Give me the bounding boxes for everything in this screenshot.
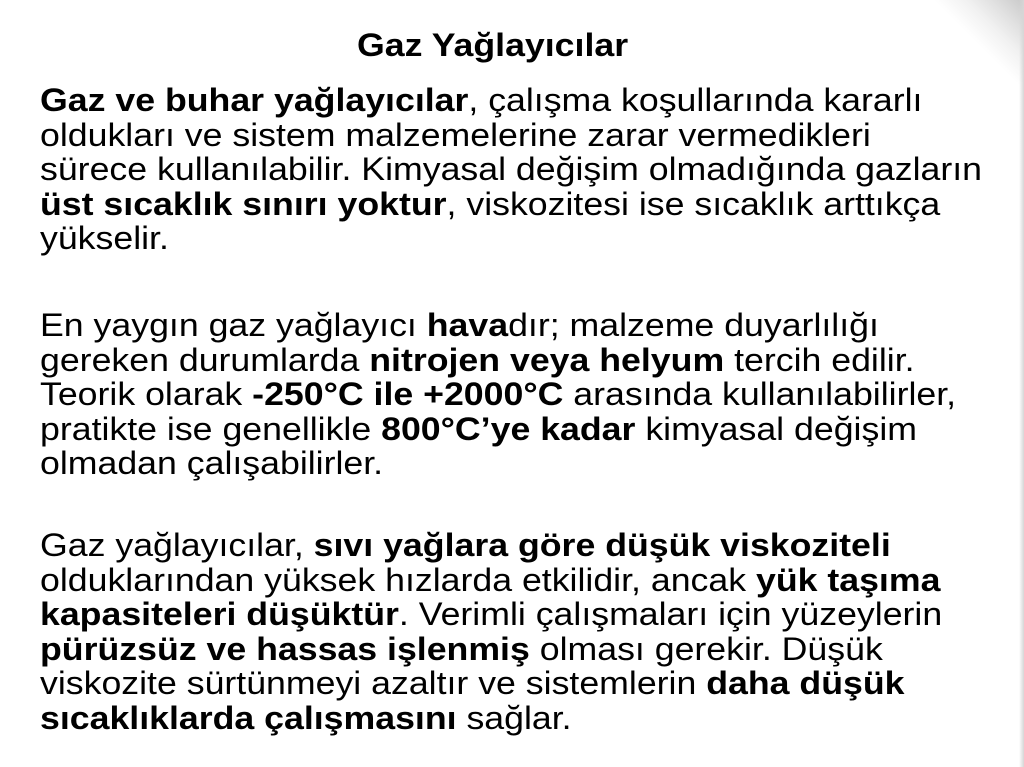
text-segment: olmadan çalışabilirler.: [40, 445, 384, 482]
paragraph-line: [40, 528, 1021, 563]
text-segment: tercih edilir.: [724, 341, 915, 378]
paragraph-line: [40, 152, 1021, 187]
paragraph-line: [40, 187, 1021, 222]
bold-text: kapasiteleri düşüktür: [40, 596, 399, 633]
paragraph-line: [40, 597, 1021, 632]
bold-text: hava: [426, 307, 509, 343]
paragraph-line: [40, 83, 1021, 118]
text-segment: . Verimli çalışmaları için yüzeylerin: [398, 596, 943, 633]
bold-text: nitrojen veya helyum: [369, 341, 725, 378]
paragraph-line: [40, 563, 1021, 598]
text-segment: sağlar.: [456, 699, 572, 736]
text-segment: olması gerekir. Düşük: [529, 630, 883, 667]
text-segment: sürece kullanılabilir. Kimyasal değişim olmadığında gazların: [40, 151, 983, 188]
slide-title: Gaz Yağlayıcılar: [357, 27, 629, 63]
paragraph-line: [40, 446, 1021, 481]
text-segment: , çalışma koşullarında kararlı: [468, 82, 923, 118]
bold-text: yük taşıma: [755, 561, 941, 598]
bold-text: sıvı yağlara göre düşük viskoziteli: [313, 527, 891, 563]
bold-text: -250°C ile +2000°C: [252, 376, 564, 413]
paragraph-line: [40, 118, 1021, 153]
bold-text: 800°C’ye kadar: [381, 410, 636, 447]
text-segment: dır; malzeme duyarlılığı: [508, 307, 879, 343]
text-segment: gereken durumlarda: [40, 341, 370, 378]
bold-text: Gaz ve buhar yağlayıcılar: [40, 82, 469, 118]
text-segment: kimyasal değişim: [635, 410, 917, 447]
text-segment: Gaz yağlayıcılar,: [40, 527, 314, 563]
bold-text: pürüzsüz ve hassas işlenmiş: [40, 630, 530, 667]
bold-text: daha düşük: [706, 665, 905, 702]
paragraph-line: [40, 221, 1021, 256]
text-segment: oldukları ve sistem malzemelerine zarar vermedikleri: [40, 116, 871, 153]
text-segment: arasında kullanılabilirler,: [563, 376, 957, 413]
paragraph-line: [40, 701, 1021, 736]
text-segment: yükselir.: [40, 220, 169, 257]
paragraph-line: [40, 666, 1021, 701]
page-curl-shadow: [934, 0, 1024, 90]
paragraph-3: [40, 528, 1021, 736]
text-segment: Teorik olarak: [40, 376, 253, 413]
paragraph-2: [40, 308, 1021, 481]
text-segment: pratikte ise genellikle: [40, 410, 382, 447]
paragraph-1: [40, 83, 1021, 256]
paragraph-line: [40, 632, 1021, 667]
text-segment: viskozite sürtünmeyi azaltır ve sistemlerin: [40, 665, 707, 702]
paragraph-line: [40, 412, 1021, 447]
bold-text: sıcaklıklarda çalışmasını: [40, 699, 457, 736]
paragraph-line: [40, 308, 1021, 343]
bold-text: üst sıcaklık sınırı yoktur: [40, 185, 447, 222]
paragraph-line: [40, 343, 1021, 378]
text-segment: , viskozitesi ise sıcaklık arttıkça: [446, 185, 941, 222]
text-segment: En yaygın gaz yağlayıcı: [40, 307, 427, 343]
text-segment: olduklarından yüksek hızlarda etkilidir, ancak: [40, 561, 756, 598]
paragraph-line: [40, 377, 1021, 412]
